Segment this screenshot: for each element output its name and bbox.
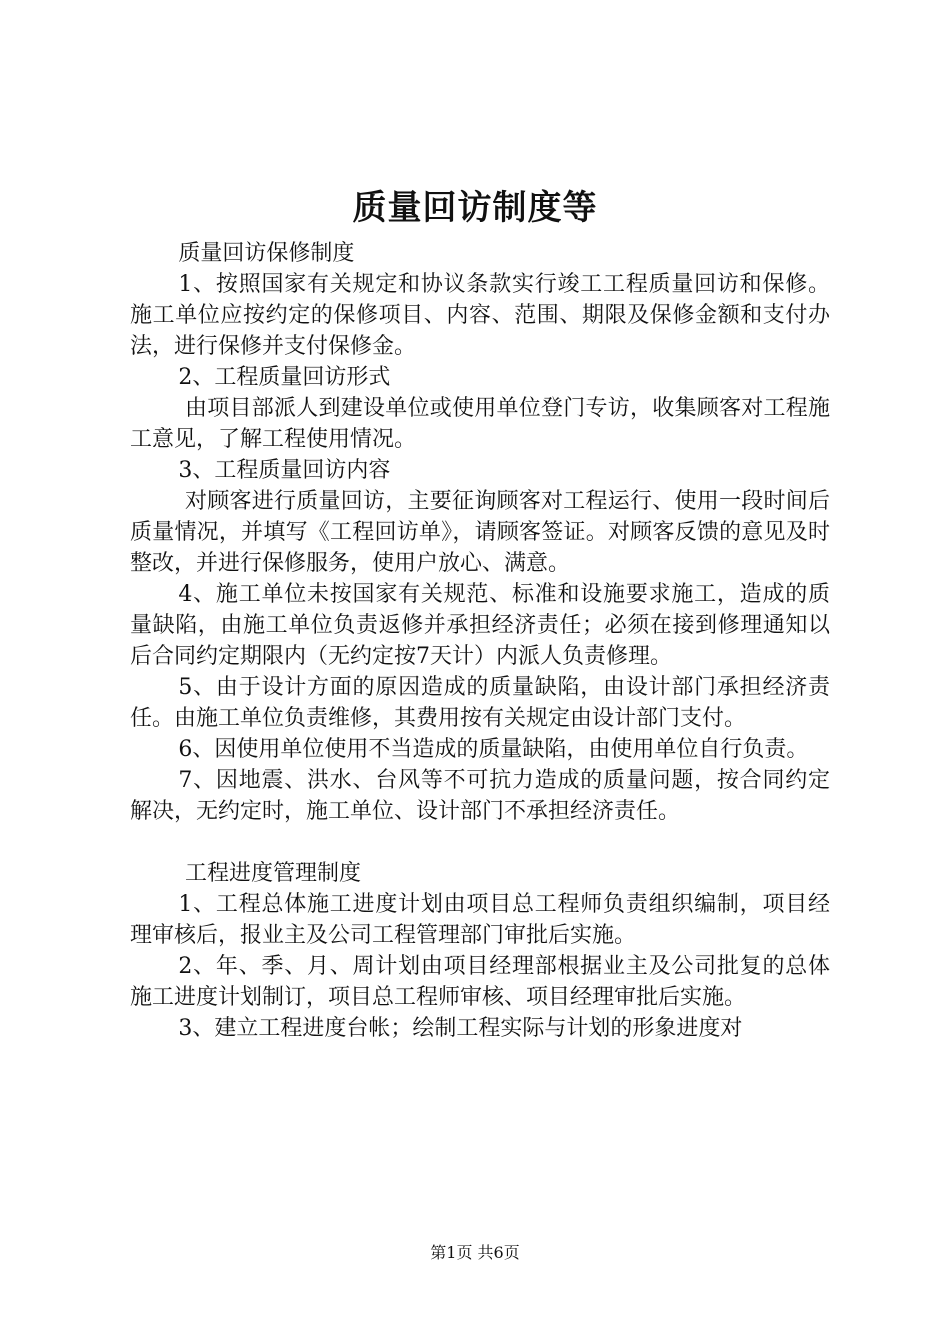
paragraph: 1、工程总体施工进度计划由项目总工程师负责组织编制，项目经理审核后，报业主及公司工程管理部门审批后实施。 (130, 892, 830, 948)
paragraph: 5、由于设计方面的原因造成的质量缺陷，由设计部门承担经济责任。由施工单位负责维修，其费用按有关规定由设计部门支付。 (130, 675, 830, 731)
paragraph: 6、因使用单位使用不当造成的质量缺陷，由使用单位自行负责。 (178, 737, 809, 762)
paragraph: 由项目部派人到建设单位或使用单位登门专访，收集顾客对工程施工意见，了解工程使用情况。 (130, 396, 830, 452)
paragraph: 2、工程质量回访形式 (178, 365, 391, 390)
paragraph: 4、施工单位未按国家有关规范、标准和设施要求施工，造成的质量缺陷，由施工单位负责返修并承担经济责任；必须在接到修理通知以后合同约定期限内（无约定按7天计）内派人负责修理。 (130, 582, 830, 669)
paragraph: 1、按照国家有关规定和协议条款实行竣工工程质量回访和保修。施工单位应按约定的保修项目、内容、范围、期限及保修金额和支付办法，进行保修并支付保修金。 (130, 272, 830, 359)
paragraph: 对顾客进行质量回访，主要征询顾客对工程运行、使用一段时间后质量情况，并填写《工程回访单》，请顾客签证。对顾客反馈的意见及时整改，并进行保修服务，使用户放心、满意。 (130, 489, 830, 576)
document-body (130, 238, 830, 1044)
page-footer: 第1页 共6页 (430, 1243, 520, 1262)
section-heading: 质量回访保修制度 (178, 241, 355, 266)
paragraph: 2、年、季、月、周计划由项目经理部根据业主及公司批复的总体施工进度计划制订，项目总工程师审核、项目经理审批后实施。 (130, 954, 830, 1010)
paragraph: 7、因地震、洪水、台风等不可抗力造成的质量问题，按合同约定解决，无约定时，施工单位、设计部门不承担经济责任。 (130, 768, 830, 824)
paragraph: 3、工程质量回访内容 (178, 458, 391, 483)
section-spacer (130, 827, 830, 858)
paragraph: 3、建立工程进度台帐；绘制工程实际与计划的形象进度对 (178, 1016, 743, 1041)
section-heading: 工程进度管理制度 (185, 861, 362, 886)
document-title: 质量回访制度等 (352, 188, 598, 228)
